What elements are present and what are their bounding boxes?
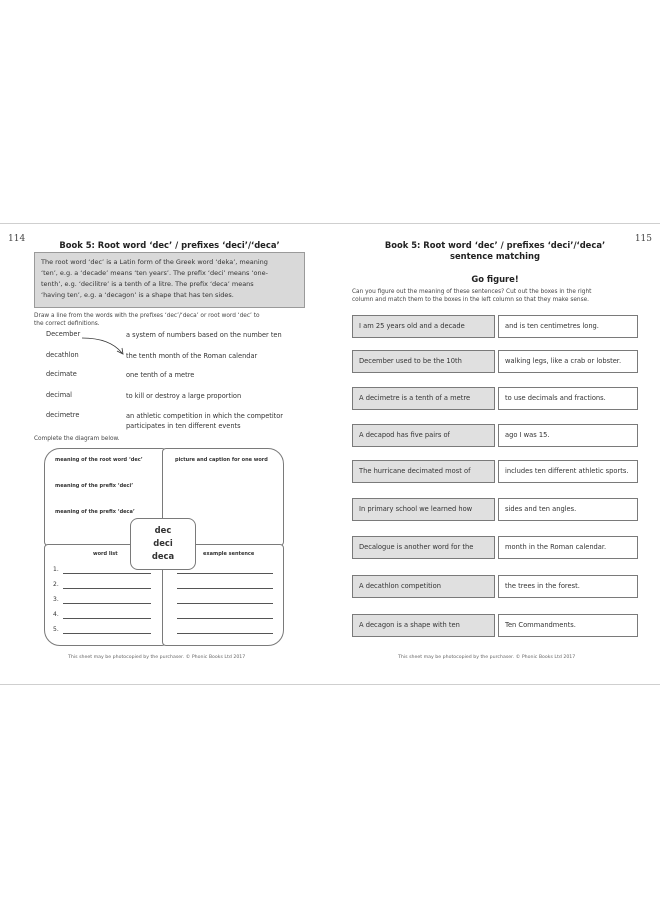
info-line: The root word ‘dec’ is a Latin form of the Greek word ‘deka’, meaning <box>41 258 268 266</box>
diagram-instruction: Complete the diagram below. <box>34 436 120 442</box>
page-footer: This sheet may be photocopied by the purchaser. © Phonic Books Ltd 2017 <box>398 655 576 660</box>
root-meaning-label: meaning of the root word ‘dec’ <box>55 457 143 463</box>
center-word-box <box>130 518 196 570</box>
center-word: deci <box>153 538 173 548</box>
sentence-start-box: A decapod has five pairs of <box>352 424 495 447</box>
sentence-start-box: December used to be the 10th <box>352 350 495 373</box>
sentence-start-box: In primary school we learned how <box>352 498 495 521</box>
match-definition: a system of numbers based on the number ten <box>126 331 282 339</box>
sentence-start-box: Decalogue is another word for the <box>352 536 495 559</box>
info-box <box>34 252 305 308</box>
section-subtitle: Go figure! <box>471 274 519 284</box>
match-word: decimetre <box>46 411 80 419</box>
sentence-end-box: the trees in the forest. <box>498 575 638 598</box>
match-definition: the tenth month of the Roman calendar <box>126 352 258 360</box>
word-list-label: word list <box>93 551 118 557</box>
writing-line <box>63 603 151 604</box>
sentence-end-box: Ten Commandments. <box>498 614 638 637</box>
writing-line <box>63 633 151 634</box>
page-title: Book 5: Root word ‘dec’ / prefixes ‘deci’/‘deca’ <box>59 240 280 250</box>
writing-line <box>177 588 273 589</box>
sentence-start-box: I am 25 years old and a decade <box>352 315 495 338</box>
title-line: Book 5: Root word ‘dec’ / prefixes ‘deci’/‘deca’ <box>384 240 606 250</box>
instruction-line: the correct definitions. <box>34 321 100 327</box>
book-spread <box>0 223 660 685</box>
page-title <box>340 240 650 262</box>
info-line: ‘ten’, e.g. a ‘decade’ means ‘ten years’. The prefix ‘deci’ means ‘one- <box>41 269 268 277</box>
instruction-line: Draw a line from the words with the prefixes ‘dec’/‘deca’ or root word ‘dec’ to <box>34 313 260 319</box>
example-sentence-label: example sentence <box>203 551 255 557</box>
match-word: decimal <box>46 391 72 399</box>
sentence-start-box: A decathlon competition <box>352 575 495 598</box>
list-number: 2. <box>53 581 59 588</box>
example-arrow <box>80 334 130 359</box>
sentence-start-box: A decimetre is a tenth of a metre <box>352 387 495 410</box>
list-number: 3. <box>53 596 59 603</box>
writing-line <box>177 618 273 619</box>
list-number: 5. <box>53 626 59 633</box>
sentence-end-box: to use decimals and fractions. <box>498 387 638 410</box>
deca-meaning-label: meaning of the prefix ‘deca’ <box>55 509 135 515</box>
match-word: decathlon <box>46 351 79 359</box>
list-number: 1. <box>53 566 59 573</box>
instruction-line: Can you figure out the meaning of these sentences? Cut out the boxes in the right <box>352 289 592 295</box>
info-line: ‘having ten’, e.g. a ‘decagon’ is a shape that has ten sides. <box>41 291 234 299</box>
match-word: December <box>46 330 81 338</box>
page-footer: This sheet may be photocopied by the purchaser. © Phonic Books Ltd 2017 <box>68 655 246 660</box>
left-page <box>0 224 330 684</box>
match-definition-continuation: participates in ten different events <box>126 422 241 430</box>
writing-line <box>63 573 151 574</box>
sentence-end-box: includes ten different athletic sports. <box>498 460 638 483</box>
word-diagram <box>44 448 284 646</box>
center-word: dec <box>154 525 172 535</box>
writing-line <box>177 603 273 604</box>
right-page <box>330 224 660 684</box>
writing-line <box>177 633 273 634</box>
title-line: sentence matching <box>450 251 540 261</box>
match-definition: an athletic competition in which the competitor <box>126 412 284 420</box>
info-line: tenth’, e.g. ‘decilitre’ is a tenth of a litre. The prefix ‘deca’ means <box>41 280 254 288</box>
instruction-line: column and match them to the boxes in the left column so that they make sense. <box>352 297 590 303</box>
writing-line <box>63 618 151 619</box>
arrow-line <box>82 338 122 353</box>
sentence-end-box: ago I was 15. <box>498 424 638 447</box>
sentence-start-box: The hurricane decimated most of <box>352 460 495 483</box>
match-definition: to kill or destroy a large proportion <box>126 392 242 400</box>
sentence-end-box: sides and ten angles. <box>498 498 638 521</box>
matching-instruction <box>34 312 260 328</box>
matching-instruction <box>352 288 642 304</box>
deci-meaning-label: meaning of the prefix ‘deci’ <box>55 483 134 489</box>
list-number: 4. <box>53 611 59 618</box>
center-word: deca <box>151 551 175 561</box>
sentence-end-box: and is ten centimetres long. <box>498 315 638 338</box>
sentence-end-box: walking legs, like a crab or lobster. <box>498 350 638 373</box>
page-number: 115 <box>634 234 652 244</box>
writing-line <box>177 573 273 574</box>
match-definition: one tenth of a metre <box>126 371 195 379</box>
sentence-end-box: month in the Roman calendar. <box>498 536 638 559</box>
picture-label: picture and caption for one word <box>175 457 268 463</box>
page-number: 114 <box>8 234 26 244</box>
match-word: decimate <box>46 370 77 378</box>
writing-line <box>63 588 151 589</box>
sentence-start-box: A decagon is a shape with ten <box>352 614 495 637</box>
